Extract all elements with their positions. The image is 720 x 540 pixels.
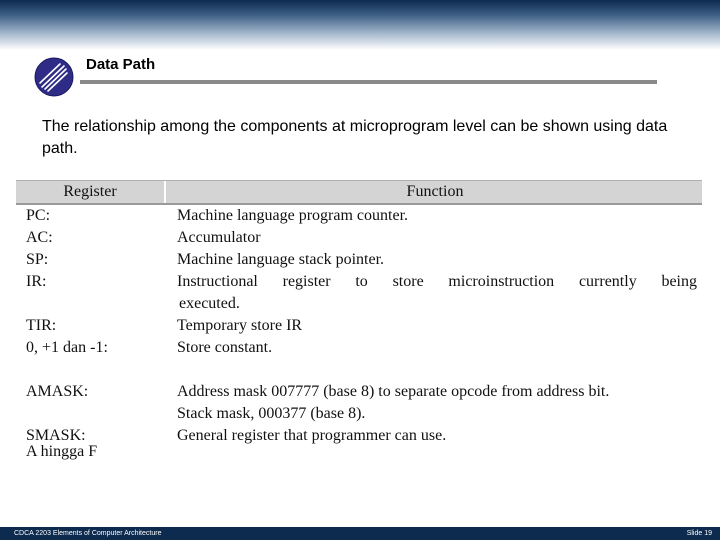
function-cell: Machine language stack pointer. [177,251,385,268]
table-row [16,273,702,295]
register-cell: TIR: [26,317,57,334]
table-row [16,229,702,251]
register-cell: AC: [26,229,53,246]
register-cell: AMASK: [26,383,89,400]
table-row [16,405,702,427]
function-cell: Stack mask, 000377 (base 8). [177,405,366,422]
function-cell: General register that programmer can use. [177,427,447,444]
table-row [16,361,702,383]
table-row [16,317,702,339]
function-cell: executed. [179,295,240,312]
register-cell: SP: [26,251,49,268]
register-cell: SMASK: [26,427,86,444]
function-cell: Machine language program counter. [177,207,409,224]
function-cell: Instructional register to store microinstruction currently being [177,273,697,290]
footer-course: CDCA 2203 Elements of Computer Architecture [14,530,162,537]
function-cell: Accumulator [177,229,261,246]
table-header-row [16,180,702,205]
intro-paragraph: The relationship among the components at microprogram level can be shown using data path. [42,118,668,157]
function-cell: Address mask 007777 (base 8) to separate opcode from address bit. [177,383,610,400]
register-cell: IR: [26,273,47,290]
footer-bar [0,527,720,540]
table-row [16,339,702,361]
function-cell: Temporary store IR [177,317,303,334]
table-row [16,295,702,317]
header-gradient-band [0,0,720,50]
function-cell: Store constant. [177,339,273,356]
table-row [16,443,702,465]
header-function: Function [406,183,464,200]
header-register: Register [16,181,166,203]
table-row [16,383,702,405]
register-table [16,180,702,469]
register-cell: A hingga F [26,443,98,460]
register-cell: PC: [26,207,51,224]
footer-slide-number: Slide 19 [686,530,712,537]
table-row [16,207,702,229]
title-divider [80,80,657,84]
slide-title: Data Path [86,56,156,73]
table-row [16,251,702,273]
register-cell: 0, +1 dan -1: [26,339,108,356]
university-logo-icon [34,57,74,97]
